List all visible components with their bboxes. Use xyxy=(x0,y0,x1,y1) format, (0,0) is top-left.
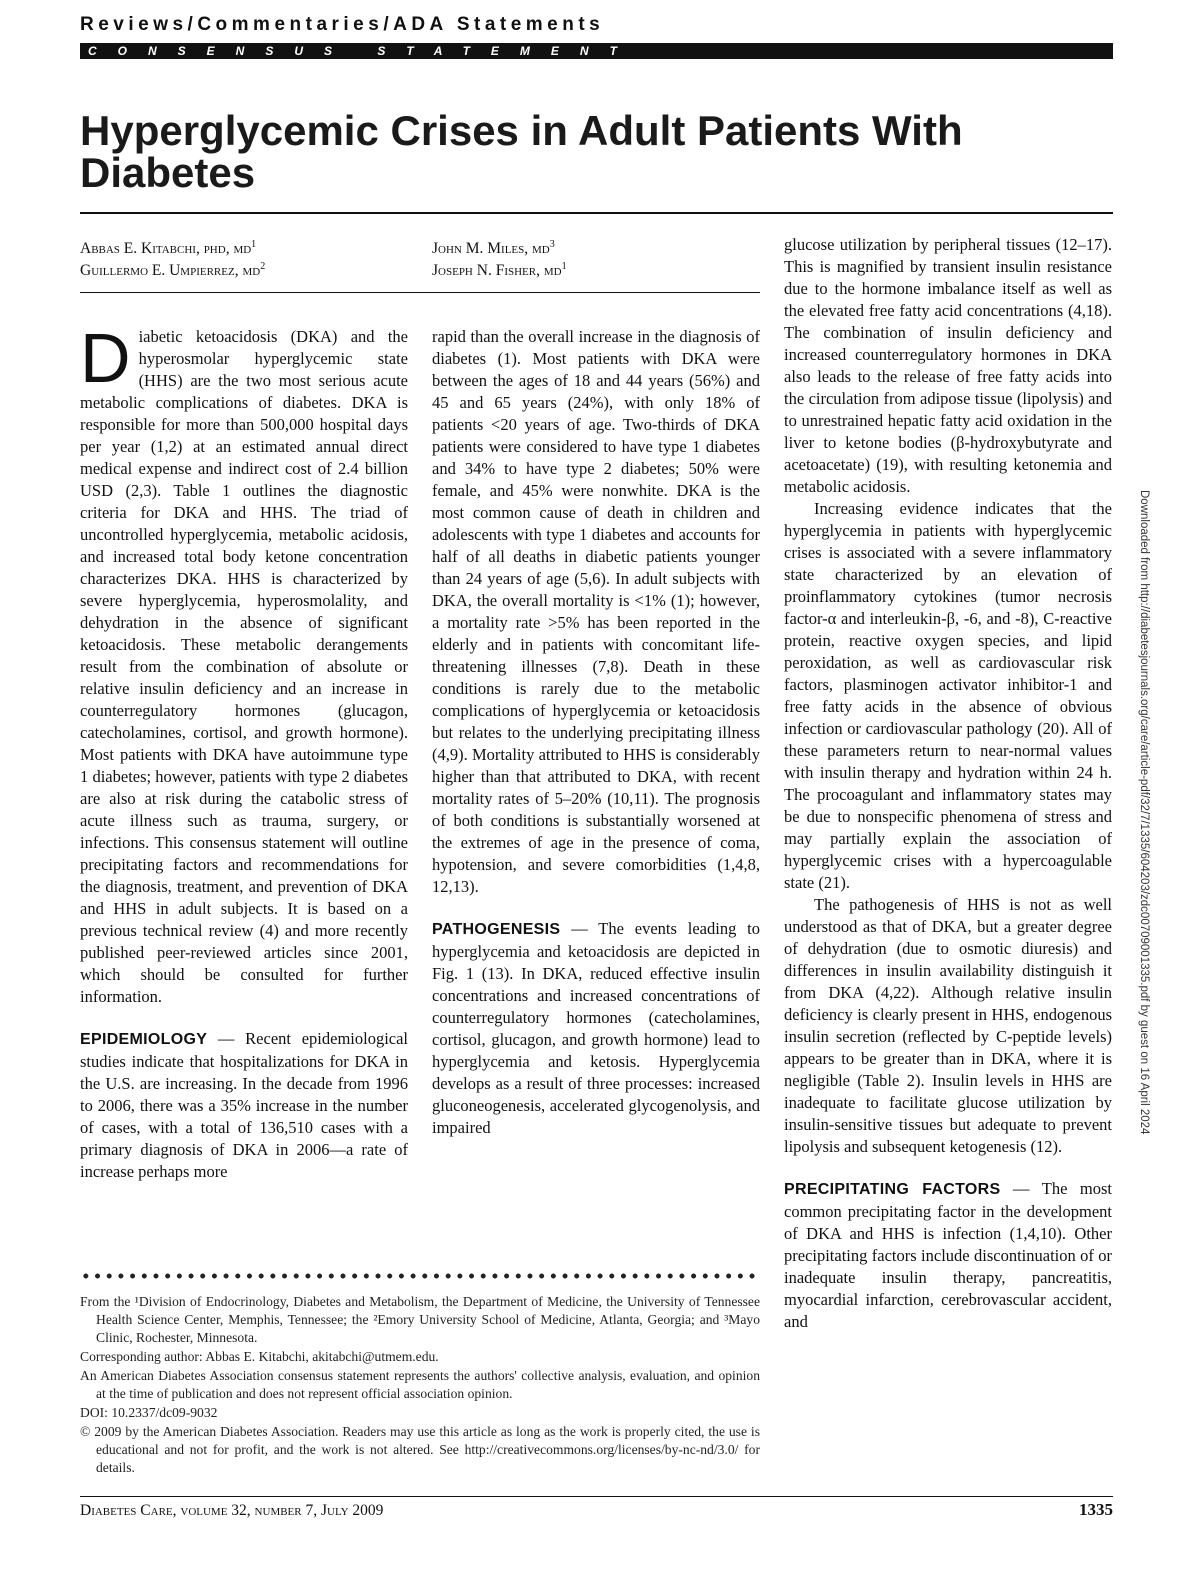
article-title: Hyperglycemic Crises in Adult Patients With Diabetes xyxy=(80,107,963,196)
author-1: Abbas E. Kitabchi, phd, $md^1$ xyxy=(80,239,257,258)
column-3 xyxy=(784,234,1112,1333)
footnote-disclaimer: An American Diabetes Association consensus statement represents the authors' collective analysis, evaluation, and opinion at the time of publication and does not represent official association opinion. xyxy=(80,1368,760,1401)
pathogenesis-continued: glucose utilization by peripheral tissues (12–17). This is magnified by transient insulin resistance due to the hormone imbalance itself as well as the elevated free fatty acid concentrations (4,18). The combination of insulin deficiency and increased counterregulatory hormones in DKA also leads to the release of free fatty acids into the circulation from adipose tissue (lipolysis) and to unrestrained hepatic fatty acid oxidation in the liver to ketone bodies (β-hydroxybutyrate and acetoacetate) (19), with resulting ketonemia and metabolic acidosis. xyxy=(784,235,1112,496)
column-2 xyxy=(432,326,760,1139)
epidemiology-heading: EPIDEMIOLOGY xyxy=(80,1031,208,1048)
page-number: 1335 xyxy=(1079,1500,1113,1519)
author-2: Guillermo E. Umpierrez, $md^2$ xyxy=(80,261,266,280)
epidemiology-continued: rapid than the overall increase in the diagnosis of diabetes (1). Most patients with DKA were between the ages of 18 and 44 years (56%) and 45 and 65 years (24%), with only 18% of patients <20 years of age. Two-thirds of DKA patients were considered to have type 1 diabetes and 34% to have type 2 diabetes; 50% were female, and 45% were nonwhite. DKA is the most common cause of death in children and adolescents with type 1 diabetes and accounts for half of all deaths in diabetic patients younger than 24 years of age (5,6). In adult subjects with DKA, the overall mortality is <1% (1); however, a mortality rate >5% has been reported in the elderly and in patients with concomitant life-threatening illnesses (7,8). Death in these conditions is rarely due to the metabolic complications of hyperglycemia or ketoacidosis but relates to the underlying precipitating illness (4,9). Mortality attributed to HHS is considerably higher than that attributed to DKA, with recent mortality rates of 5–20% (10,11). The prognosis of both conditions is substantially worsened at the extremes of age in the presence of coma, hypotension, and severe comorbidities (1,4,8, 12,13). xyxy=(432,327,760,896)
download-watermark: Downloaded from http://diabetesjournals.org/care/article-pdf/32/7/1335/604203/zdc00709001335.pdf by guest on 16 April 2024 xyxy=(1138,490,1150,1135)
author-4: Joseph N. Fisher, $md^1$ xyxy=(432,261,567,280)
precipitating-heading: PRECIPITATING FACTORS xyxy=(784,1181,1001,1198)
epidemiology-text: — Recent epidemiological studies indicate that hospitalizations for DKA in the U.S. are increasing. In the decade from 1996 to 2006, there was a 35% increase in the number of cases, with a total of 136,510 cases with a primary diagnosis of DKA in 2006—a rate of increase perhaps more xyxy=(80,1029,409,1181)
section-bar-label: CONSENSUS STATEMENT xyxy=(88,44,638,58)
precipitating-paragraph xyxy=(784,1178,1112,1333)
precipitating-text: — The most common precipitating factor in the development of DKA and HHS is infection (1,4,10). Other precipitating factors include discontinuation of or inadequate insulin therapy, pancreatitis, myocardial infarction, cerebrovascular accident, and xyxy=(784,1179,1112,1331)
footer-rule xyxy=(80,1496,1113,1497)
section-bar xyxy=(80,43,1113,59)
hhs-pathogenesis-paragraph: The pathogenesis of HHS is not as well understood as that of DKA, but a greater degree of dehydration (due to osmotic diuresis) and differences in insulin availability distinguish it from DKA (4,22). Although relative insulin deficiency is clearly present in HHS, endogenous insulin secretion (reflected by C-peptide levels) appears to be greater than in DKA, where it is negligible (Table 2). Insulin levels in HHS are inadequate to facilitate glucose utilization by insulin-sensitive tissues but adequate to prevent lipolysis and subsequent ketogenesis (12). xyxy=(784,895,1112,1156)
author-rule xyxy=(80,292,760,293)
footnote-affiliations: From the ¹Division of Endocrinology, Diabetes and Metabolism, the Department of Medicine, the University of Tennessee Health Science Center, Memphis, Tennessee; the ²Emory University School of Medicine, Atlanta, Georgia; and ³Mayo Clinic, Rochester, Minnesota. xyxy=(80,1294,760,1345)
author-3: John M. Miles, $md^3$ xyxy=(432,239,555,258)
footnote-corresponding: Corresponding author: Abbas E. Kitabchi, akitabchi@utmem.edu. xyxy=(80,1349,439,1364)
title-rule xyxy=(80,212,1113,214)
column-1 xyxy=(80,319,409,1183)
pathogenesis-text: — The events leading to hyperglycemia and ketoacidosis are depicted in Fig. 1 (13). In DKA, reduced effective insulin concentrations and increased concentrations of counterregulatory hormones (catecholamines, cortisol, glucagon, and growth hormone) lead to hyperglycemia and ketosis. Hyperglycemia develops as a result of three processes: increased gluconeogenesis, accelerated glycogenolysis, and impaired xyxy=(432,919,761,1137)
footnotes xyxy=(80,1293,760,1478)
journal-citation: Diabetes Care, volume 32, number 7, July 2009 xyxy=(80,1502,384,1519)
footnote-divider xyxy=(80,1271,760,1281)
intro-text: iabetic ketoacidosis (DKA) and the hyperosmolar hyperglycemic state (HHS) are the two most serious acute metabolic complications of diabetes. DKA is responsible for more than 500,000 hospital days per year (1,2) at an estimated annual direct medical expense and indirect cost of 2.4 billion USD (2,3). Table 1 outlines the diagnostic criteria for DKA and HHS. The triad of uncontrolled hyperglycemia, metabolic acidosis, and increased total body ketone concentration characterizes DKA. HHS is characterized by severe hyperglycemia, hyperosmolality, and dehydration in the absence of significant ketoacidosis. These metabolic derangements result from the combination of absolute or relative insulin deficiency and an increase in counterregulatory hormones (glucagon, catecholamines, cortisol, and growth hormone). Most patients with DKA have autoimmune type 1 diabetes; however, patients with type 2 diabetes are also at risk during the catabolic stress of acute illness such as trauma, surgery, or infections. This consensus statement will outline precipitating factors and recommendations for the diagnosis, treatment, and prevention of DKA and HHS in adult subjects. It is based on a previous technical review (4) and more recently published peer-reviewed articles since 2001, which should be consulted for further information. xyxy=(80,327,408,1006)
intro-paragraph xyxy=(80,319,408,1008)
inflammation-paragraph: Increasing evidence indicates that the hyperglycemia in patients with hyperglycemic crises is associated with a severe inflammatory state characterized by an elevation of proinflammatory cytokines (tumor necrosis factor-α and interleukin-β, -6, and -8), C-reactive protein, reactive oxygen species, and lipid peroxidation, as well as cardiovascular risk factors, plasminogen activator inhibitor-1 and free fatty acids in the absence of obvious infection or cardiovascular pathology (20). All of these parameters return to near-normal values with insulin therapy and hydration within 24 h. The procoagulant and inflammatory states may be due to nonspecific phenomena of stress and may partially explain the association of hyperglycemic crises with a hypercoagulable state (21). xyxy=(784,499,1112,892)
footnote-copyright: © 2009 by the American Diabetes Association. Readers may use this article as long as the work is properly cited, the use is educational and not for profit, and the work is not altered. See http://creativecommons.org/licenses/by-nc-nd/3.0/ for details. xyxy=(80,1424,760,1475)
drop-cap: D xyxy=(80,319,131,397)
section-kicker: Reviews/Commentaries/ADA Statements xyxy=(80,14,605,35)
pathogenesis-paragraph xyxy=(432,918,760,1139)
epidemiology-paragraph xyxy=(80,1028,408,1183)
footnote-doi: DOI: 10.2337/dc09-9032 xyxy=(80,1405,218,1420)
pathogenesis-heading: PATHOGENESIS xyxy=(432,921,561,938)
